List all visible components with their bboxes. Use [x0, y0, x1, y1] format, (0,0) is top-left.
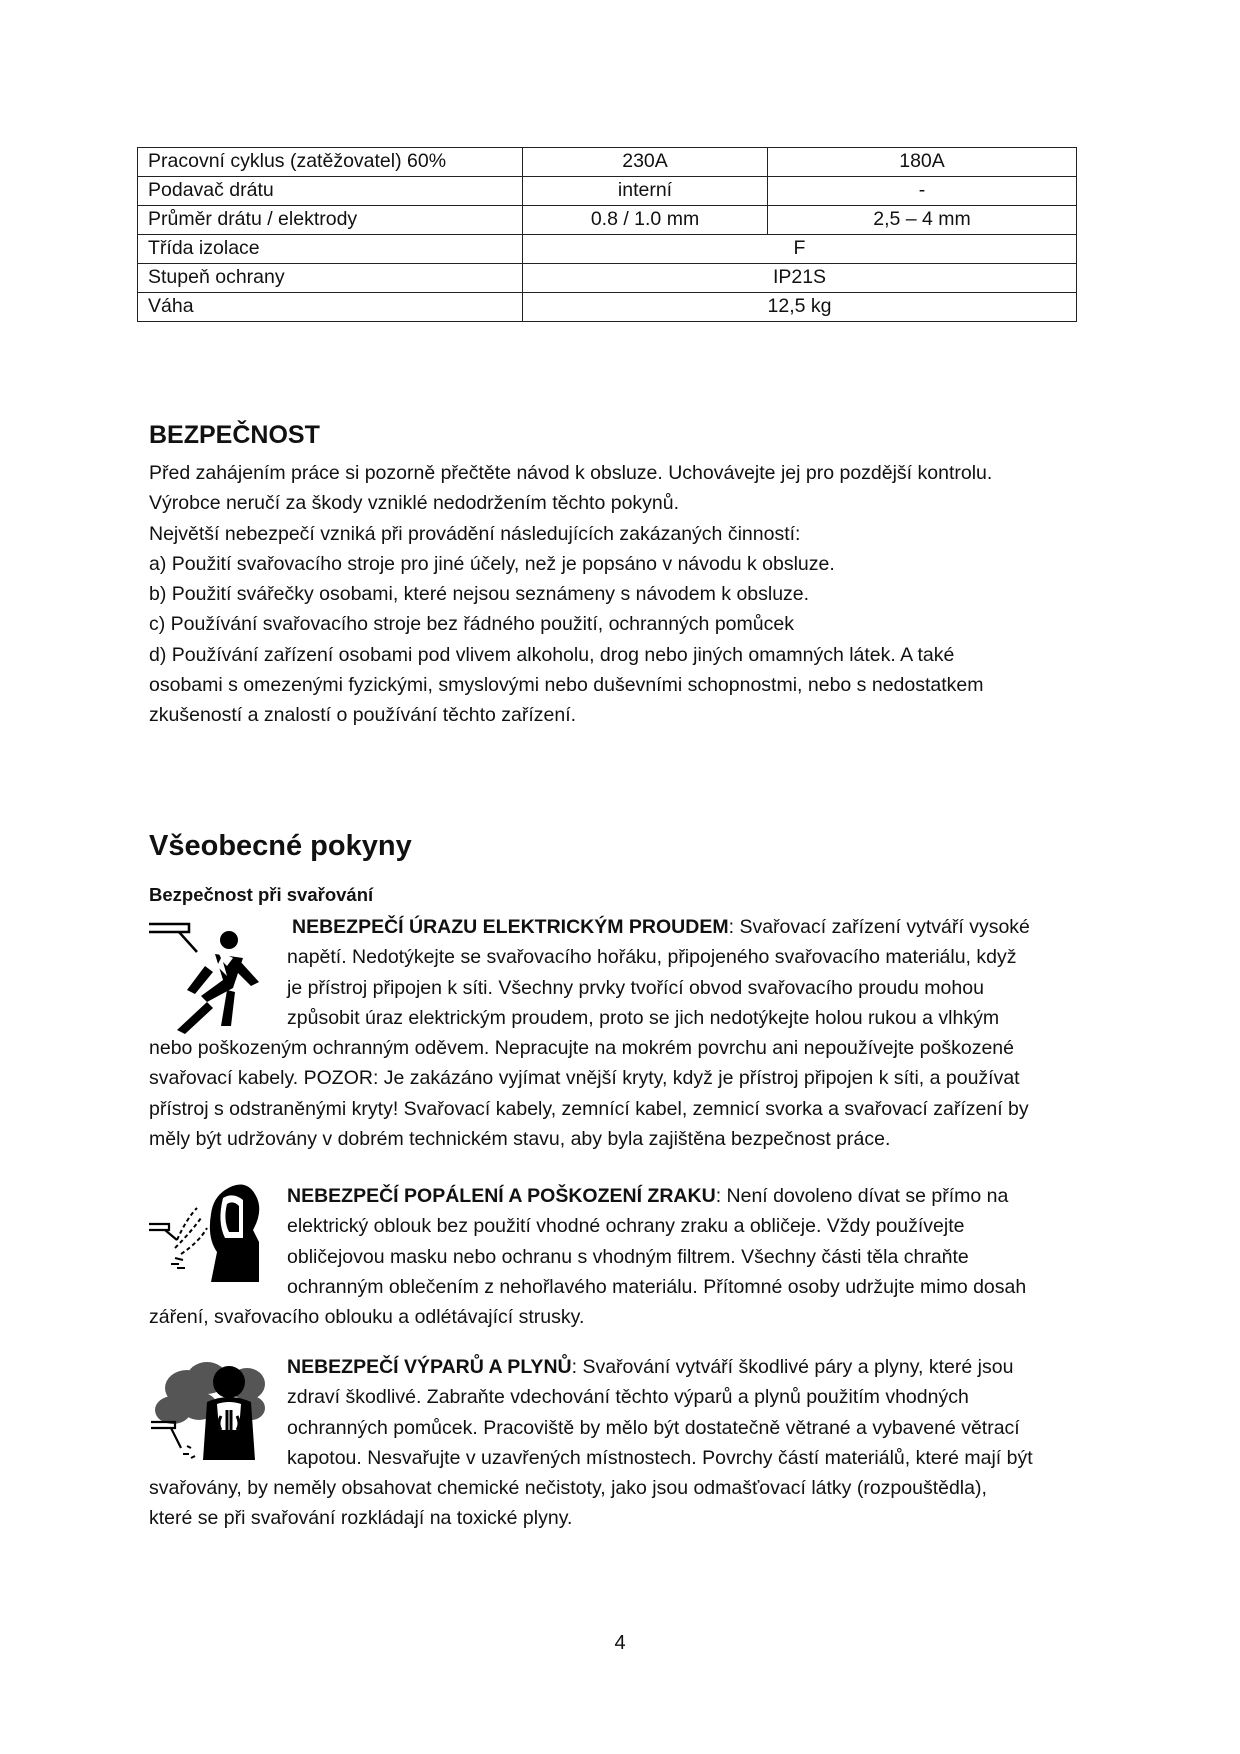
text-line: Výrobce neručí za škody vzniklé nedodržením těchto pokynů. [149, 492, 680, 515]
text-line: napětí. Nedotýkejte se svařovacího hořáku, připojeného svařovacího materiálu, když [287, 946, 1017, 969]
fumes-paragraph [149, 1352, 1033, 1534]
text-line: záření, svařovacího oblouku a odlétávající strusky. [149, 1306, 585, 1329]
text-line: ochranných pomůcek. Pracoviště by mělo být dostatečně větrané a vybavené větrací [287, 1416, 1020, 1439]
section-heading-general: Všeobecné pokyny [149, 830, 412, 862]
text-line: svařovány, by neměly obsahovat chemické nečistoty, jako jsou odmašťovací látky (rozpouštědla), [149, 1477, 987, 1500]
text-line [149, 1352, 1033, 1382]
table-row [138, 293, 1077, 322]
hazard-text: : Svařování vytváří škodlivé páry a plyny, které jsou [571, 1356, 1014, 1378]
text-line: přístroj s odstraněnými kryty! Svařovací kabely, zemnící kabel, zemnicí svorka a svařovací zařízení by [149, 1097, 1029, 1120]
table-row [138, 235, 1077, 264]
text-line [149, 912, 1030, 942]
text-line: d) Používání zařízení osobami pod vlivem alkoholu, drog nebo jiných omamných látek. A také [149, 643, 955, 666]
text-line: c) Používání svařovacího stroje bez řádného použití, ochranných pomůcek [149, 613, 794, 636]
safety-paragraph [149, 458, 992, 731]
hazard-title: NEBEZPEČÍ POPÁLENÍ A POŠKOZENÍ ZRAKU [287, 1185, 716, 1207]
text-line: osobami s omezenými fyzickými, smyslovými nebo duševními schopnostmi, nebo s nedostatkem [149, 674, 984, 697]
text-line: svařovací kabely. POZOR: Je zakázáno vyjímat vnější kryty, když je přístroj připojen k síti, a používat [149, 1067, 1020, 1090]
hazard-text: : Není dovoleno dívat se přímo na [715, 1185, 1009, 1207]
spec-table-body [138, 148, 1077, 322]
subheading-welding-safety: Bezpečnost při svařování [149, 884, 374, 905]
spec-value-mig: 0.8 / 1.0 mm [523, 206, 768, 235]
spec-value-mma: 180A [768, 148, 1077, 177]
burn-paragraph [149, 1181, 1026, 1332]
spec-label: Váha [138, 293, 523, 322]
spec-value-merged: 12,5 kg [523, 293, 1077, 322]
text-line: elektrický oblouk bez použití vhodné ochrany zraku a obličeje. Vždy používejte [287, 1215, 965, 1238]
spec-value-mma: 2,5 – 4 mm [768, 206, 1077, 235]
spec-label: Průměr drátu / elektrody [138, 206, 523, 235]
table-row [138, 148, 1077, 177]
spec-value-merged: F [523, 235, 1077, 264]
section-heading-safety: BEZPEČNOST [149, 421, 320, 449]
text-line: a) Použití svařovacího stroje pro jiné účely, než je popsáno v návodu k obsluze. [149, 552, 835, 575]
hazard-title: NEBEZPEČÍ ÚRAZU ELEKTRICKÝM PROUDEM [292, 916, 729, 938]
text-line: zdraví škodlivé. Zabraňte vdechování těchto výparů a plynů použitím vhodných [287, 1386, 969, 1409]
spec-label: Stupeň ochrany [138, 264, 523, 293]
text-line: měly být udržovány v dobrém technickém stavu, aby byla zajištěna bezpečnost práce. [149, 1128, 891, 1151]
text-line: je přístroj připojen k síti. Všechny prvky tvořící obvod svařovacího proudu mohou [287, 976, 984, 999]
electric-paragraph [149, 912, 1030, 1154]
page-number: 4 [614, 1632, 626, 1654]
text-line: zkušeností a znalostí o používání těchto zařízení. [149, 704, 577, 727]
spec-label: Podavač drátu [138, 177, 523, 206]
text-line: nebo poškozeným ochranným oděvem. Nepracujte na mokrém povrchu ani nepoužívejte poškozené [149, 1037, 1014, 1060]
spec-value-mig: 230A [523, 148, 768, 177]
spec-value-mig: interní [523, 177, 768, 206]
text-line: Před zahájením práce si pozorně přečtěte návod k obsluze. Uchovávejte jej pro pozdější kontrolu. [149, 462, 993, 484]
table-row [138, 177, 1077, 206]
text-line: kapotou. Nesvařujte v uzavřených místnostech. Povrchy částí materiálů, které mají být [287, 1446, 1033, 1469]
spec-label: Pracovní cyklus (zatěžovatel) 60% [138, 148, 523, 177]
text-line: ochranným oblečením z nehořlavého materiálu. Přítomné osoby udržujte mimo dosah [287, 1275, 1027, 1298]
text-line: obličejovou masku nebo ochranu s vhodným filtrem. Všechny části těla chraňte [287, 1245, 969, 1268]
table-row [138, 264, 1077, 293]
hazard-text: : Svařovací zařízení vytváří vysoké [728, 916, 1030, 938]
text-line: které se při svařování rozkládají na toxické plyny. [149, 1507, 573, 1530]
text-line: b) Použití svářečky osobami, které nejsou seznámeny s návodem k obsluze. [149, 583, 810, 606]
hazard-title: NEBEZPEČÍ VÝPARŮ A PLYNŮ [287, 1356, 572, 1378]
spec-table [137, 147, 1077, 322]
spec-value-merged: IP21S [523, 264, 1077, 293]
spec-value-mma: - [768, 177, 1077, 206]
text-line: způsobit úraz elektrickým proudem, proto se jich nedotýkejte holou rukou a vlhkým [287, 1006, 1000, 1029]
text-line [149, 1181, 1026, 1211]
spec-label: Třída izolace [138, 235, 523, 264]
table-row [138, 206, 1077, 235]
text-line: Největší nebezpečí vzniká při provádění následujících zakázaných činností: [149, 522, 801, 545]
